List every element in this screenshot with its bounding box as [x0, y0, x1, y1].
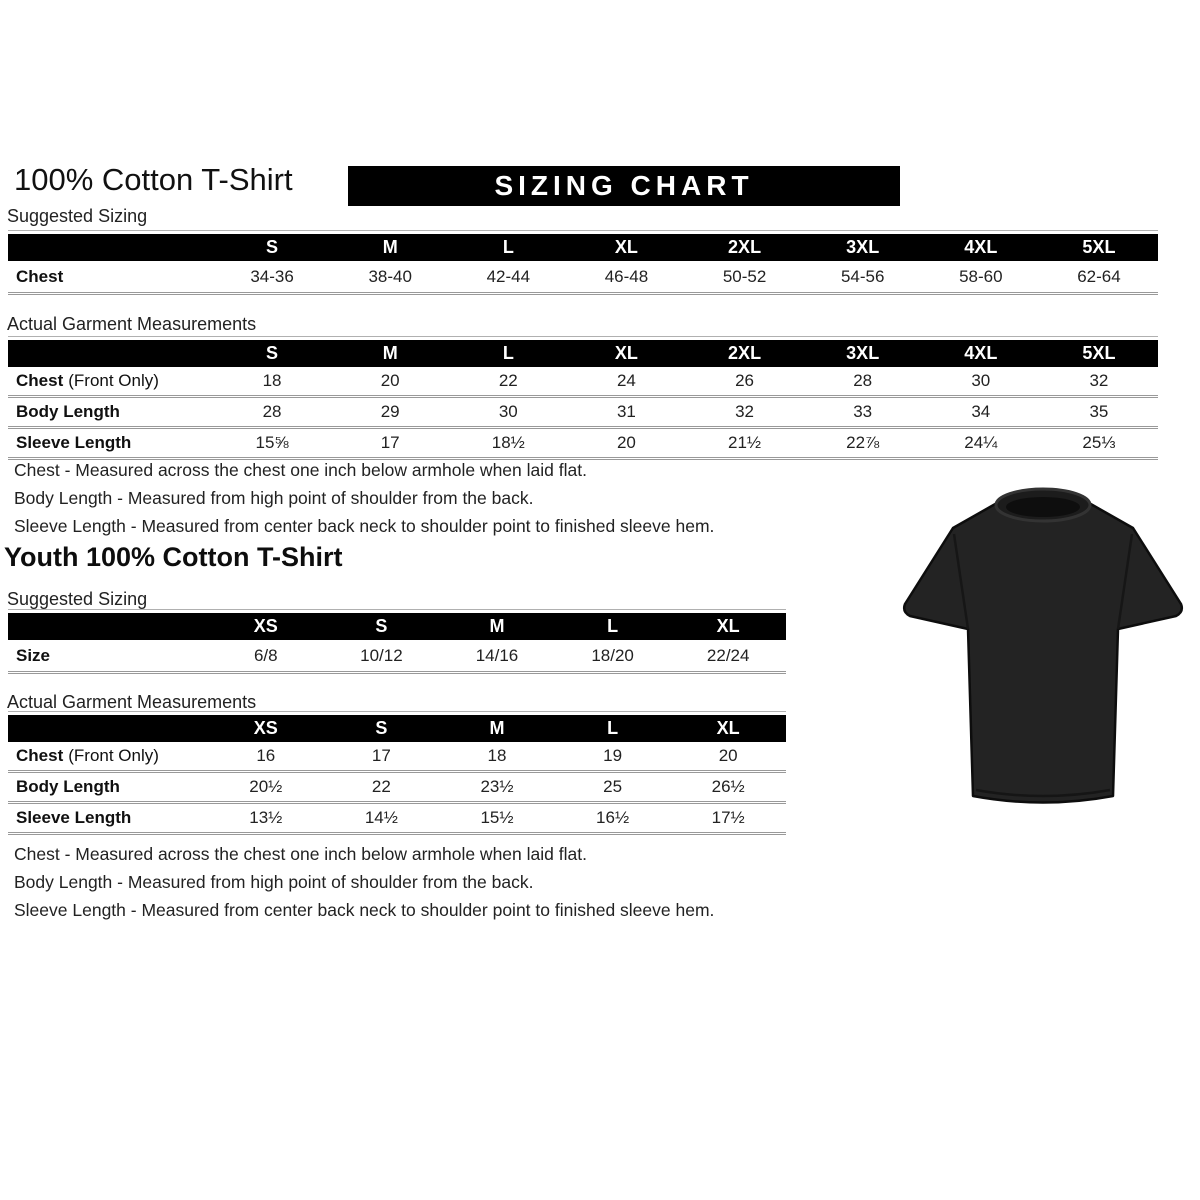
- table-row-chest-front-only: [8, 367, 1158, 398]
- size-column-header: L: [607, 718, 619, 738]
- size-column-header: XL: [614, 237, 638, 257]
- adult-measurement-notes: [14, 456, 714, 540]
- measurement-value: 17: [380, 433, 400, 452]
- note-chest: Chest - Measured across the chest one inch below armhole when laid flat.: [14, 844, 587, 864]
- size-column-header: S: [375, 616, 388, 636]
- adult-suggested-table-header: [8, 234, 1158, 261]
- size-column-header: S: [266, 237, 279, 257]
- measurement-value: 18: [487, 746, 507, 765]
- measurement-value: 16: [256, 746, 276, 765]
- youth-actual-measurements-table: [8, 711, 786, 835]
- adult-actual-measurements-table: [8, 336, 1158, 460]
- measurement-value: 17½: [711, 808, 745, 827]
- measurement-value: 14½: [364, 808, 398, 827]
- youth-measurement-notes: [14, 840, 714, 924]
- sizing-chart-banner-text: SIZING CHART: [494, 170, 754, 201]
- measurement-value: 20: [718, 746, 738, 765]
- note-chest: Chest - Measured across the chest one inch below armhole when laid flat.: [14, 460, 587, 480]
- chest-range-value: 38-40: [368, 266, 412, 286]
- adult-actual-measurements-label: Actual Garment Measurements: [7, 314, 257, 334]
- measurement-value: 20½: [249, 777, 283, 796]
- size-column-header: M: [382, 237, 398, 257]
- measurement-value: 34: [971, 402, 991, 421]
- measurement-value: 28: [262, 402, 282, 421]
- row-label: Body Length: [16, 777, 120, 796]
- row-label: Sleeve Length: [16, 808, 132, 827]
- measurement-value: 20: [380, 371, 400, 390]
- measurement-value: 19: [603, 746, 623, 765]
- measurement-value: 35: [1089, 402, 1109, 421]
- measurement-value: 22: [498, 371, 518, 390]
- table-row-chest-front-only: [8, 742, 786, 773]
- measurement-value: 16½: [596, 808, 630, 827]
- note-body-length: Body Length - Measured from high point of shoulder from the back.: [14, 488, 534, 508]
- black-tshirt-graphic: [893, 474, 1193, 819]
- measurement-value: 32: [1089, 371, 1109, 390]
- row-label: Body Length: [16, 402, 120, 421]
- youth-suggested-sizing-table: [8, 609, 786, 674]
- size-column-header: M: [382, 343, 398, 363]
- measurement-value: 18½: [491, 433, 525, 452]
- row-label: Chest: [16, 371, 64, 390]
- page-title: 100% Cotton T-Shirt: [14, 162, 293, 197]
- size-column-header: XS: [253, 616, 278, 636]
- youth-suggested-sizing-label: Suggested Sizing: [7, 589, 148, 609]
- measurement-value: 30: [498, 402, 518, 421]
- row-label: Sleeve Length: [16, 433, 132, 452]
- measurement-value: 31: [616, 402, 636, 421]
- row-label-suffix: (Front Only): [68, 371, 159, 390]
- chest-range-value: 58-60: [959, 266, 1003, 286]
- size-column-header: 5XL: [1082, 343, 1116, 363]
- chest-range-value: 62-64: [1077, 266, 1121, 286]
- measurement-value: 24¼: [964, 433, 998, 452]
- size-column-header: L: [607, 616, 619, 636]
- table-row-size: [8, 640, 786, 674]
- size-column-header: 2XL: [728, 343, 762, 363]
- row-label: Chest: [16, 746, 64, 765]
- measurement-value: 21½: [728, 433, 762, 452]
- measurement-value: 26½: [711, 777, 745, 796]
- measurement-value: 24: [616, 371, 636, 390]
- measurement-value: 29: [380, 402, 400, 421]
- adult-suggested-sizing-table: [8, 230, 1158, 295]
- table-row-body-length: [8, 398, 1158, 429]
- measurement-value: 23½: [480, 777, 514, 796]
- measurement-value: 32: [735, 402, 755, 421]
- size-column-header: M: [489, 718, 505, 738]
- size-column-header: L: [502, 343, 514, 363]
- size-column-header: 5XL: [1082, 237, 1116, 257]
- size-column-header: 3XL: [846, 343, 880, 363]
- note-sleeve-length: Sleeve Length - Measured from center back neck to shoulder point to finished sleeve hem.: [14, 516, 715, 536]
- measurement-value: 15½: [480, 808, 514, 827]
- size-column-header: XL: [716, 718, 740, 738]
- measurement-value: 22⅞: [846, 433, 880, 452]
- youth-actual-table-header: [8, 715, 786, 742]
- size-range-value: 14/16: [475, 645, 519, 665]
- size-range-value: 18/20: [591, 645, 634, 665]
- size-column-header: 3XL: [846, 237, 880, 257]
- size-range-value: 10/12: [360, 645, 403, 665]
- youth-actual-measurements-label: Actual Garment Measurements: [7, 692, 257, 712]
- measurement-value: 17: [371, 746, 391, 765]
- size-column-header: S: [375, 718, 388, 738]
- chest-range-value: 50-52: [722, 266, 767, 286]
- measurement-value: 26: [735, 371, 755, 390]
- measurement-value: 22: [371, 777, 391, 796]
- adult-actual-table-header: [8, 340, 1158, 367]
- size-column-header: XL: [716, 616, 740, 636]
- row-label-suffix: (Front Only): [68, 746, 159, 765]
- chest-range-value: 42-44: [486, 266, 531, 286]
- measurement-value: 25: [603, 777, 623, 796]
- chest-range-value: 34-36: [250, 266, 294, 286]
- measurement-value: 33: [853, 402, 873, 421]
- table-row-body-length: [8, 773, 786, 804]
- note-sleeve-length: Sleeve Length - Measured from center back neck to shoulder point to finished sleeve hem.: [14, 900, 715, 920]
- size-column-header: M: [489, 616, 505, 636]
- tshirt-image: [893, 474, 1193, 819]
- size-column-header: L: [502, 237, 514, 257]
- measurement-value: 25⅓: [1082, 433, 1116, 452]
- youth-suggested-table-header: [8, 613, 786, 640]
- chest-range-value: 54-56: [840, 266, 885, 286]
- youth-section-title: Youth 100% Cotton T-Shirt: [4, 542, 343, 572]
- table-row-chest: [8, 261, 1158, 295]
- size-range-value: 6/8: [253, 645, 278, 665]
- size-column-header: 4XL: [964, 237, 998, 257]
- measurement-value: 15⅝: [255, 433, 289, 452]
- table-row-sleeve-length: [8, 804, 786, 835]
- sizing-chart-banner: [348, 166, 900, 206]
- size-column-header: S: [266, 343, 279, 363]
- size-column-header: 2XL: [728, 237, 762, 257]
- measurement-value: 13½: [249, 808, 283, 827]
- chest-range-value: 46-48: [604, 266, 649, 286]
- measurement-value: 28: [853, 371, 873, 390]
- measurement-value: 18: [262, 371, 282, 390]
- measurement-value: 30: [971, 371, 991, 390]
- size-column-header: 4XL: [964, 343, 998, 363]
- size-range-value: 22/24: [706, 645, 750, 665]
- size-column-header: XL: [614, 343, 638, 363]
- adult-suggested-sizing-label: Suggested Sizing: [7, 206, 148, 226]
- row-label: Size: [16, 645, 51, 665]
- row-label: Chest: [16, 266, 64, 286]
- measurement-value: 20: [616, 433, 636, 452]
- size-column-header: XS: [253, 718, 278, 738]
- note-body-length: Body Length - Measured from high point of shoulder from the back.: [14, 872, 534, 892]
